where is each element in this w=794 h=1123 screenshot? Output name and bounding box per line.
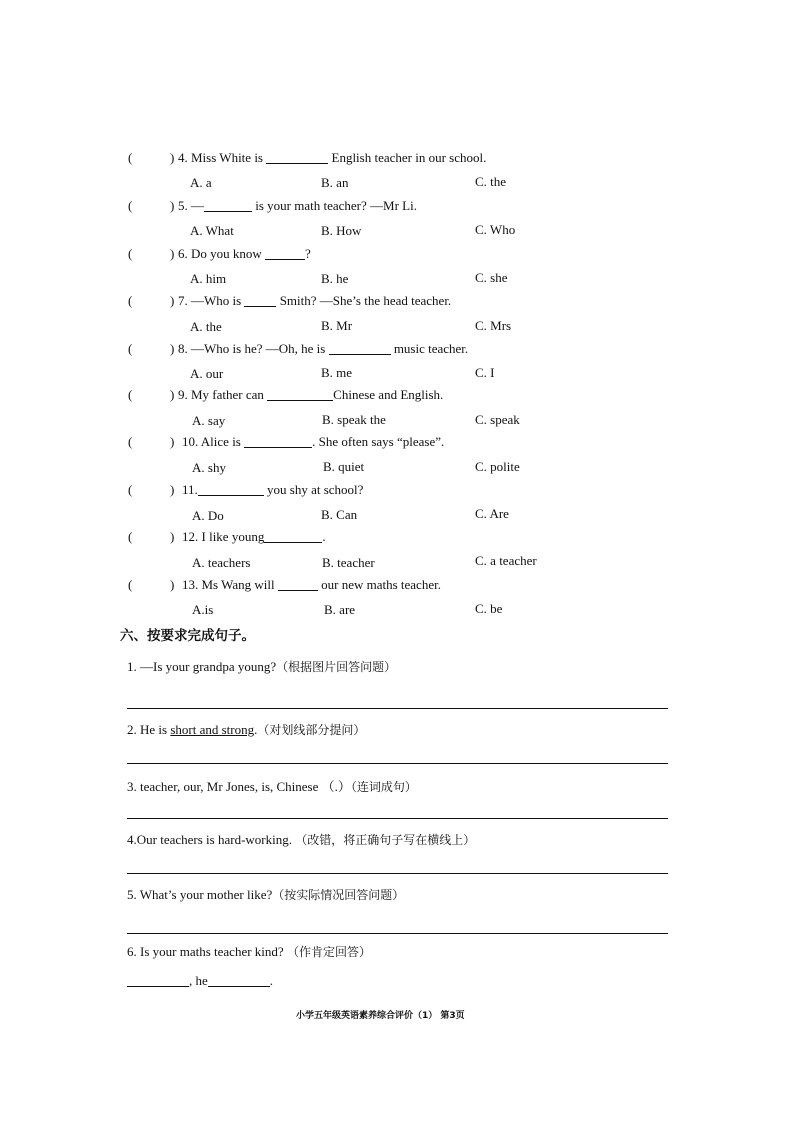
option-a: A. Do	[192, 508, 224, 523]
answer-paren-close: )	[170, 293, 175, 308]
answer-paren-close: )	[170, 434, 175, 449]
question-9-stem	[178, 387, 443, 403]
question-6-stem	[178, 246, 311, 262]
task-text: 5. What’s your mother like?	[127, 887, 273, 902]
task-instruction: （对划线部分提问）	[257, 723, 366, 737]
stem-post: our new maths teacher.	[321, 577, 441, 592]
answer-line[interactable]	[127, 818, 668, 819]
answer-paren-open: (	[128, 341, 133, 356]
option-b: B. quiet	[323, 459, 365, 474]
option-b: B. are	[324, 602, 356, 617]
stem-post: is your math teacher? —Mr Li.	[255, 198, 417, 213]
stem-pre: Miss White is	[191, 150, 263, 165]
answer-paren-open: (	[128, 198, 133, 213]
task-6-answer	[127, 973, 273, 989]
task-5	[127, 886, 404, 903]
answer-paren-open: (	[128, 577, 133, 592]
answer-blank[interactable]	[266, 151, 328, 164]
answer-paren-close: )	[170, 246, 175, 261]
stem-pre: I like young	[201, 529, 265, 544]
question-number: 13.	[182, 577, 199, 592]
option-a: A. our	[190, 366, 224, 381]
task-instruction: （改错，将正确句子写在横线上）	[295, 833, 476, 847]
stem-pre: Ms Wang will	[201, 577, 275, 592]
question-number: 12.	[182, 529, 199, 544]
option-c: C. I	[475, 365, 495, 380]
option-a: A. teachers	[192, 555, 251, 570]
stem-post: Smith? —She’s the head teacher.	[279, 293, 452, 308]
answer-blank[interactable]	[244, 294, 276, 307]
question-number: 4.	[178, 150, 188, 165]
answer-paren-open: (	[128, 482, 133, 497]
answer-paren-close: )	[170, 387, 175, 402]
question-12-stem	[182, 529, 326, 545]
task-2	[127, 721, 365, 738]
answer-blank[interactable]	[244, 435, 312, 448]
option-b: B. Mr	[321, 318, 353, 333]
question-number: 6.	[178, 246, 188, 261]
stem-post: you shy at school?	[267, 482, 364, 497]
stem-pre: My father can	[191, 387, 264, 402]
option-a: A. him	[190, 271, 227, 286]
option-a: A. the	[190, 319, 222, 334]
task-text: 4.Our teachers is hard-working.	[127, 832, 292, 847]
stem-pre: —	[191, 198, 204, 213]
answer-blank[interactable]	[278, 578, 318, 591]
task-4	[127, 831, 475, 848]
stem-post: .	[322, 529, 326, 544]
option-c: C. a teacher	[475, 553, 537, 568]
task-text: 3. teacher, our, Mr Jones, is, Chinese （.）	[127, 779, 351, 794]
answer-line[interactable]	[127, 873, 668, 874]
answer-blank[interactable]	[204, 199, 252, 212]
question-number: 5.	[178, 198, 188, 213]
option-a: A. say	[192, 413, 226, 428]
question-7-stem	[178, 293, 451, 309]
task-1	[127, 658, 396, 675]
answer-paren-close: )	[170, 482, 175, 497]
question-8-stem	[178, 341, 468, 357]
option-c: C. the	[475, 174, 507, 189]
question-number: 8.	[178, 341, 188, 356]
stem-post: English teacher in our school.	[331, 150, 487, 165]
answer-blank[interactable]	[329, 342, 391, 355]
answer-paren-open: (	[128, 529, 133, 544]
option-a: A.is	[192, 602, 214, 617]
page-footer: 小学五年级英语素养综合评价（1） 第3页	[296, 1011, 465, 1021]
stem-post: Chinese and English.	[333, 387, 444, 402]
question-10-stem	[182, 434, 444, 450]
stem-post: . She often says “please”.	[312, 434, 445, 449]
option-b: B. teacher	[322, 555, 375, 570]
option-b: B. Can	[321, 507, 358, 522]
answer-blank[interactable]	[127, 974, 189, 987]
question-11-stem	[182, 482, 363, 498]
option-c: C. polite	[475, 459, 520, 474]
task-text: 6. Is your maths teacher kind?	[127, 944, 284, 959]
option-a: A. What	[190, 223, 234, 238]
question-number: 7.	[178, 293, 188, 308]
option-c: C. she	[475, 270, 508, 285]
answer-paren-close: )	[170, 577, 175, 592]
option-b: B. he	[321, 271, 349, 286]
question-number: 9.	[178, 387, 188, 402]
task-3	[127, 776, 417, 795]
section-title: 六、按要求完成句子。	[120, 628, 255, 644]
answer-blank[interactable]	[265, 247, 305, 260]
option-a: A. a	[190, 175, 212, 190]
question-number: 10.	[182, 434, 199, 449]
answer-paren-open: (	[128, 293, 133, 308]
answer-blank[interactable]	[208, 974, 270, 987]
answer-blank[interactable]	[264, 530, 322, 543]
stem-pre: Alice is	[200, 434, 241, 449]
answer-period: .	[269, 973, 274, 988]
answer-line[interactable]	[127, 708, 668, 709]
answer-paren-close: )	[170, 529, 175, 544]
question-13-stem	[182, 577, 441, 593]
stem-pre: —Who is	[191, 293, 242, 308]
answer-paren-close: )	[170, 198, 175, 213]
answer-paren-open: (	[128, 387, 133, 402]
task-instruction: （按实际情况回答问题）	[272, 888, 405, 902]
stem-pre: Do you know	[191, 246, 262, 261]
answer-paren-close: )	[170, 150, 175, 165]
underlined-phrase: short and strong	[170, 722, 255, 737]
option-c: C. Are	[475, 506, 509, 521]
option-a: A. shy	[192, 460, 226, 475]
stem-post: ?	[305, 246, 311, 261]
answer-paren-close: )	[170, 341, 175, 356]
option-b: B. How	[321, 223, 362, 238]
task-text-end: .	[254, 722, 258, 737]
answer-paren-open: (	[128, 150, 133, 165]
answer-line[interactable]	[127, 763, 668, 764]
task-instruction: （根据图片回答问题）	[276, 660, 397, 674]
option-c: C. Who	[475, 222, 516, 237]
task-text: 2. He is	[127, 722, 171, 737]
stem-post: music teacher.	[393, 341, 469, 356]
question-5-stem	[178, 198, 417, 214]
task-text: 1. —Is your grandpa young?	[127, 659, 277, 674]
answer-text: , he	[189, 973, 208, 988]
option-c: C. Mrs	[475, 318, 512, 333]
option-c: C. speak	[475, 412, 520, 427]
answer-blank[interactable]	[267, 388, 333, 401]
task-6	[127, 943, 371, 960]
answer-line[interactable]	[127, 933, 668, 934]
answer-paren-open: (	[128, 434, 133, 449]
question-4-stem	[178, 150, 486, 166]
task-instruction: （作肯定回答）	[286, 945, 371, 959]
stem-pre: —Who is he? —Oh, he is	[191, 341, 326, 356]
option-b: B. speak the	[322, 412, 386, 427]
answer-blank[interactable]	[198, 483, 264, 496]
option-c: C. be	[475, 601, 503, 616]
task-instruction: （连词成句）	[350, 780, 417, 794]
option-b: B. me	[321, 365, 353, 380]
answer-paren-open: (	[128, 246, 133, 261]
option-b: B. an	[321, 175, 349, 190]
question-number: 11.	[182, 482, 198, 497]
